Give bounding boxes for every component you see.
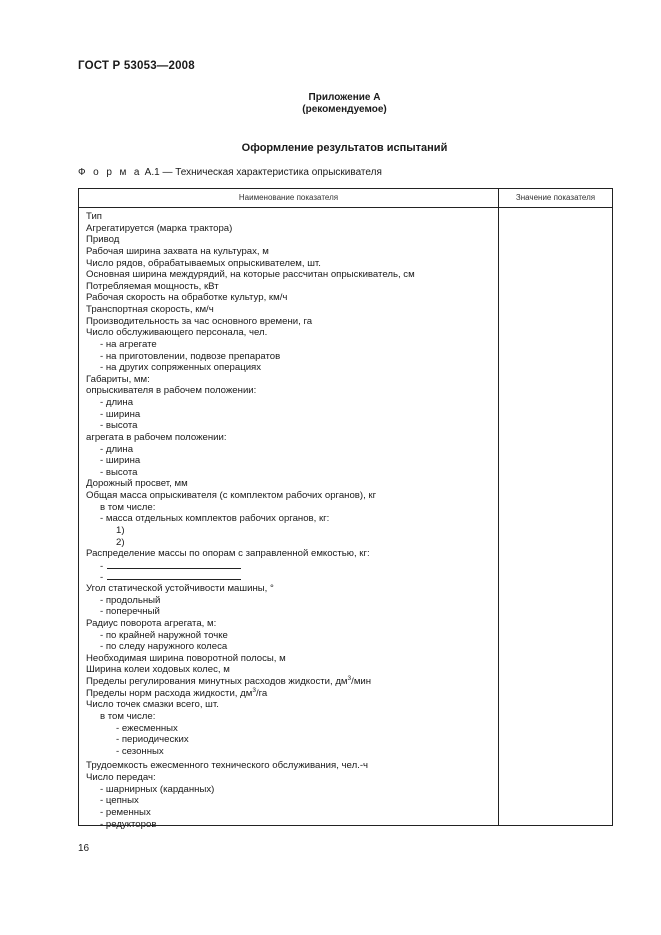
- table-row: - редукторов: [100, 818, 157, 830]
- annex-subtitle: (рекомендуемое): [302, 104, 387, 115]
- document-header: ГОСТ Р 53053—2008: [78, 60, 195, 72]
- section-title: Оформление результатов испытаний: [241, 142, 448, 154]
- table-row: 2): [116, 536, 125, 548]
- blank-line: [107, 560, 241, 569]
- table-row: - высота: [100, 420, 138, 432]
- table-row: Общая масса опрыскивателя (с комплектом рабочих органов), кг: [86, 490, 377, 501]
- superscript: 3: [347, 675, 352, 682]
- superscript: 3: [252, 686, 256, 694]
- annex-heading: [0, 92, 661, 116]
- table-row: 1): [116, 524, 125, 536]
- form-number: А.1: [144, 167, 160, 178]
- table-row: Привод: [86, 234, 120, 246]
- row-dash: -: [100, 572, 104, 584]
- table-row: - шарнирных (карданных): [100, 783, 215, 795]
- row-text: Пределы регулирования минутных расходов жидкости, дм: [86, 676, 348, 687]
- table-row: Агрегатируется (марка трактора): [86, 222, 233, 234]
- row-dash: -: [100, 560, 104, 572]
- row-unit: /га: [255, 687, 268, 699]
- table-row: [86, 676, 494, 688]
- page-number: 16: [78, 843, 90, 854]
- table-rows: [86, 211, 494, 830]
- form-caption-text: — Техническая характеристика опрыскивателя: [162, 167, 382, 178]
- table-row: [86, 688, 494, 700]
- table-row: Угол статической устойчивости машины, °: [86, 583, 274, 594]
- table-row: - цепных: [100, 795, 139, 807]
- blank-line: [107, 571, 241, 580]
- table-row: Число рядов, обрабатываемых опрыскивателем, шт.: [86, 257, 321, 269]
- table-row: - на других сопряженных операциях: [100, 362, 262, 374]
- table-row: Трудоемкость ежесменного технического обслуживания, чел.-ч: [86, 760, 369, 772]
- form-caption: [78, 167, 382, 178]
- table-row: - сезонных: [116, 745, 164, 757]
- table-row: - поперечный: [100, 606, 160, 618]
- table-row: Число обслуживающего персонала, чел.: [86, 327, 268, 339]
- table-row: Ширина колеи ходовых колес, м: [86, 664, 230, 676]
- table-row: - периодических: [116, 734, 189, 746]
- table-row: Основная ширина междурядий, на которые рассчитан опрыскиватель, см: [86, 269, 415, 281]
- table-row: - по следу наружного колеса: [100, 641, 228, 653]
- table-row: Число передач:: [86, 772, 156, 783]
- table-row: Необходимая ширина поворотной полосы, м: [86, 652, 286, 664]
- table-row: - продольный: [100, 594, 161, 606]
- table-header-row: [79, 189, 612, 208]
- spec-table: [78, 188, 613, 830]
- column-header-value: Значение показателя: [515, 193, 596, 202]
- table-row: Число точек смазки всего, шт.: [86, 699, 219, 711]
- row-text: Пределы норм расхода жидкости, дм: [86, 687, 253, 699]
- table-row: [86, 571, 494, 583]
- table-row: [86, 560, 494, 572]
- table-row: - ширина: [100, 408, 141, 420]
- table-row: опрыскивателя в рабочем положении:: [86, 385, 257, 397]
- table-row: - масса отдельных комплектов рабочих органов, кг:: [100, 513, 330, 525]
- table-row: - ширина: [100, 455, 141, 467]
- table-row: Рабочая скорость на обработке культур, км/ч: [86, 292, 288, 304]
- table-row: - длина: [100, 443, 134, 455]
- column-divider: [498, 189, 499, 825]
- table-row: Тип: [86, 211, 102, 222]
- table-row: Производительность за час основного времени, га: [86, 315, 313, 327]
- table-row: - по крайней наружной точке: [100, 629, 228, 641]
- table-row: Габариты, мм:: [86, 373, 150, 385]
- row-unit: /мин: [351, 676, 372, 687]
- table-row: Радиус поворота агрегата, м:: [86, 617, 217, 629]
- table-row: - на агрегате: [100, 338, 157, 350]
- table-row: - ременных: [100, 806, 151, 818]
- table-row: - на приготовлении, подвозе препаратов: [100, 350, 281, 362]
- table-row: Дорожный просвет, мм: [86, 478, 188, 490]
- annex-title: Приложение А: [308, 92, 381, 103]
- column-header-indicator: Наименование показателя: [238, 193, 339, 202]
- table-row: - ежесменных: [116, 722, 178, 734]
- table-row: Рабочая ширина захвата на культурах, м: [86, 245, 269, 257]
- form-label: Ф о р м а: [78, 167, 142, 178]
- table-row: Потребляемая мощность, кВт: [86, 280, 219, 292]
- table-row: Распределение массы по опорам с заправленной емкостью, кг:: [86, 548, 370, 560]
- table-row: в том числе:: [100, 501, 156, 513]
- table-row: агрегата в рабочем положении:: [86, 431, 227, 443]
- table-row: Транспортная скорость, км/ч: [86, 304, 214, 315]
- table-row: в том числе:: [100, 710, 156, 722]
- table-row: - длина: [100, 397, 134, 408]
- table-row: - высота: [100, 466, 138, 478]
